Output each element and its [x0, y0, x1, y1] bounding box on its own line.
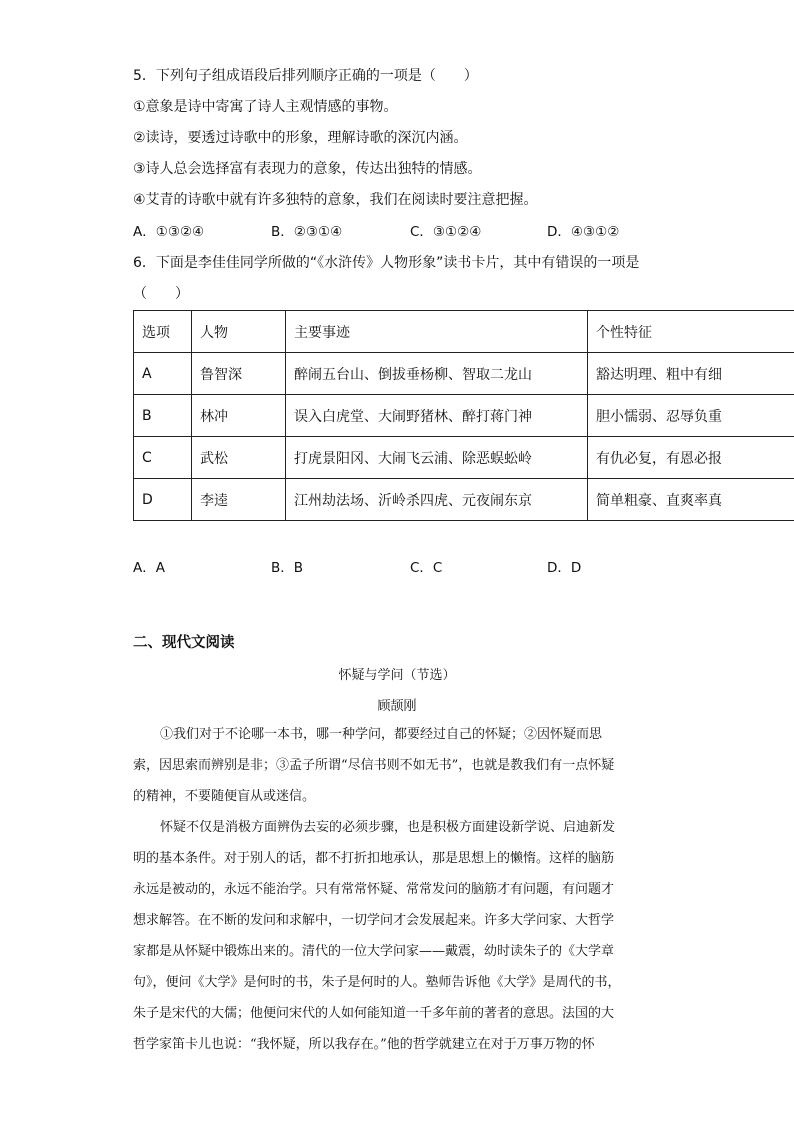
article-line: 哲学家笛卡儿也说：“我怀疑，所以我存在。”他的哲学就建立在对于万事万物的怀	[133, 1037, 595, 1052]
table-cell: 江州劫法场、沂岭杀四虎、元夜闹东京	[286, 479, 588, 521]
q5-item-1: ①意象是诗中寄寓了诗人主观情感的事物。	[133, 99, 398, 115]
table-cell: 豁达明理、粗中有细	[588, 353, 794, 395]
table-row	[134, 395, 794, 437]
q5-item-3: ③诗人总会选择富有表现力的意象，传达出独特的情感。	[133, 161, 482, 177]
table-row	[134, 437, 794, 479]
q6-stem: 6．下面是李佳佳同学所做的“《水浒传》人物形象”读书卡片，其中有错误的一项是	[133, 255, 640, 271]
q6-stem-tail: （ ）	[133, 286, 189, 302]
q6-option-d: D．D	[547, 560, 582, 576]
table-header-cell: 人物	[192, 311, 286, 353]
article-line: 索，因思索而辨别是非；③孟子所谓“尽信书则不如无书”，也就是教我们有一点怀疑	[133, 758, 615, 773]
table-cell: 简单粗豪、直爽率真	[588, 479, 794, 521]
table-cell: C	[134, 437, 192, 479]
q5-option-d: D．④③①②	[547, 224, 620, 240]
q5-stem: 5．下列句子组成语段后排列顺序正确的一项是（ ）	[133, 68, 478, 84]
table-cell: A	[134, 353, 192, 395]
reading-card-table	[133, 310, 794, 521]
table-cell: B	[134, 395, 192, 437]
table-header-cell: 个性特征	[588, 311, 794, 353]
table-cell: 鲁智深	[192, 353, 286, 395]
article-line: 怀疑不仅是消极方面辨伪去妄的必须步骤，也是积极方面建设新学说、启迪新发	[160, 820, 616, 835]
table-cell: 误入白虎堂、大闹野猪林、醉打蒋门神	[286, 395, 588, 437]
q5-item-4: ④艾青的诗歌中就有许多独特的意象，我们在阅读时要注意把握。	[133, 192, 538, 208]
section-heading: 二、现代文阅读	[133, 635, 235, 651]
table-cell: 有仇必复，有恩必报	[588, 437, 794, 479]
q5-option-a: A．①③②④	[133, 224, 205, 240]
article-line: 句》，便问《大学》是何时的书，朱子是何时的人。塾师告诉他《大学》是周代的书，	[133, 975, 621, 990]
table-cell: 醉闹五台山、倒拔垂杨柳、智取二龙山	[286, 353, 588, 395]
table-cell: 李逵	[192, 479, 286, 521]
table-header-cell: 主要事迹	[286, 311, 588, 353]
article-line: 的精神，不要随便盲从或迷信。	[133, 789, 316, 804]
article-line: 朱子是宋代的大儒；他便问宋代的人如何能知道一千多年前的著者的意思。法国的大	[133, 1006, 615, 1021]
table-row	[134, 479, 794, 521]
article-line: 想求解答。在不断的发问和求解中，一切学问才会发展起来。许多大学问家、大哲学	[133, 913, 615, 928]
article-author: 顾颉刚	[377, 699, 417, 714]
q6-option-b: B．B	[271, 560, 304, 576]
article-line: 永远是被动的，永远不能治学。只有常常怀疑、常常发问的脑筋才有问题，有问题才	[133, 882, 615, 897]
table-cell: 武松	[192, 437, 286, 479]
table-cell: 打虎景阳冈、大闹飞云浦、除恶蜈蚣岭	[286, 437, 588, 479]
q5-item-2: ②读诗，要透过诗歌中的形象，理解诗歌的深沉内涵。	[133, 130, 468, 146]
article-line: 明的基本条件。对于别人的话，都不打折扣地承认，那是思想上的懒惰。这样的脑筋	[133, 851, 615, 866]
table-cell: D	[134, 479, 192, 521]
table-cell: 林冲	[192, 395, 286, 437]
table-cell: 胆小懦弱、忍辱负重	[588, 395, 794, 437]
table-header-cell: 选项	[134, 311, 192, 353]
q6-option-c: C．C	[410, 560, 443, 576]
article-title: 怀疑与学问（节选）	[338, 668, 456, 683]
q5-option-c: C．③①②④	[410, 224, 482, 240]
table-header-row	[134, 311, 794, 353]
q5-option-b: B．②③①④	[271, 224, 343, 240]
article-line: ①我们对于不论哪一本书，哪一种学问，都要经过自己的怀疑；②因怀疑而思	[160, 727, 603, 742]
q6-option-a: A．A	[133, 560, 165, 576]
table-row	[134, 353, 794, 395]
article-line: 家都是从怀疑中锻炼出来的。清代的一位大学问家——戴震，幼时读朱子的《大学章	[133, 944, 615, 959]
